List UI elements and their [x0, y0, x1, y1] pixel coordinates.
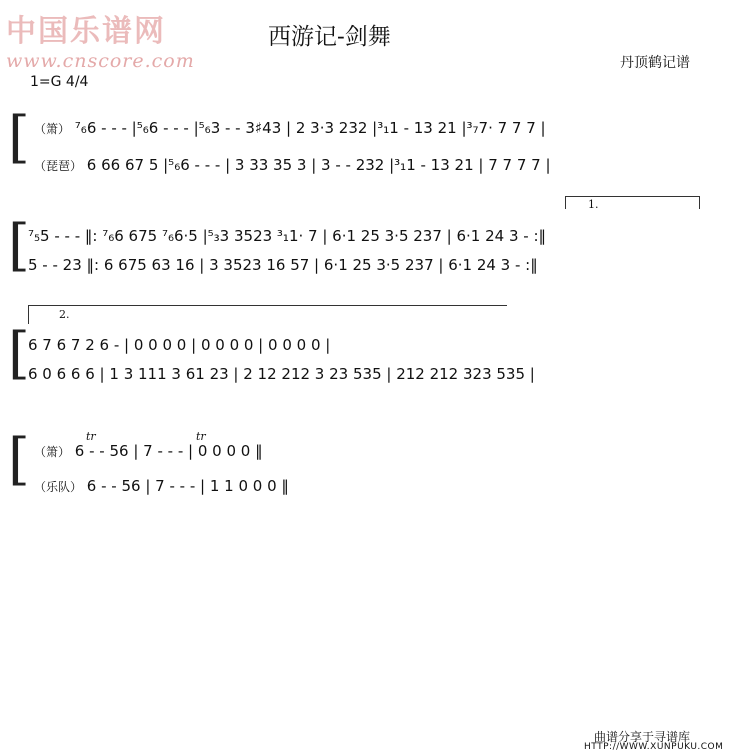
- key-time-signature: 1=G 4/4: [30, 74, 89, 90]
- footer-source-text: 曲谱分享于寻谱库: [594, 730, 691, 744]
- system-2-upper: [28, 227, 546, 245]
- score-title: 西游记-剑舞: [268, 24, 391, 50]
- system-4-lower-notes: 6 - - 56 | 7 - - - | 1 1 0 0 0 ‖: [86, 477, 289, 495]
- system-1-lower: [34, 156, 551, 174]
- watermark-site-url: www.cnscore.com: [6, 50, 195, 72]
- system-1-brace: [: [8, 105, 30, 170]
- system-1-upper: [34, 119, 546, 137]
- volta-bracket-1: [565, 196, 700, 209]
- system-3-lower: [28, 365, 535, 383]
- volta-bracket-2: [28, 305, 507, 324]
- system-4-upper-notes: 6 - - 56 | 7 - - - | 0 0 0 0 ‖: [74, 442, 263, 460]
- system-4-upper-label: （箫）: [34, 445, 71, 459]
- system-3-lower-notes: 6 0 6 6 6 | 1 3 111 3 61 23 | 2 12 212 3 23 535 | 212 212 323 535 |: [28, 365, 535, 383]
- system-4-lower: [34, 477, 289, 495]
- trill-mark-1: tr: [86, 430, 96, 443]
- system-1-lower-label: （琵琶）: [34, 159, 83, 173]
- system-3-brace: [: [8, 321, 30, 386]
- system-2-brace: [: [8, 213, 30, 278]
- volta-number-1: 1.: [588, 198, 599, 211]
- system-3-upper: [28, 336, 330, 354]
- score-author: 丹顶鹤记谱: [620, 55, 690, 71]
- system-2-lower-notes: 5 - - 23 ‖: 6 675 63 16 | 3 3523 16 57 | 6·1 25 3·5 237 | 6·1 24 3 - :‖: [28, 256, 538, 274]
- system-2-lower: [28, 256, 538, 274]
- watermark-site-name: 中国乐谱网: [6, 14, 166, 49]
- volta-number-2: 2.: [59, 308, 70, 321]
- system-1-upper-notes: ⁷₆6 - - - |⁵₆6 - - - |⁵₆3 - - 3♯43 | 2 3·3 232 |³₁1 - 13 21 |³₇7· 7 7 7 |: [74, 119, 546, 137]
- system-3-upper-notes: 6 7 6 7 2 6 - | 0 0 0 0 | 0 0 0 0 | 0 0 0 0 |: [28, 336, 331, 354]
- footer-source-url: HTTP://WWW.XUNPUKU.COM: [584, 742, 724, 752]
- system-4-upper: [34, 442, 263, 460]
- trill-mark-2: tr: [196, 430, 206, 443]
- system-1-lower-notes: 6 66 67 5 |⁵₆6 - - - | 3 33 35 3 | 3 - - 232 |³₁1 - 13 21 | 7 7 7 7 |: [86, 156, 551, 174]
- system-4-brace: [: [8, 427, 30, 492]
- system-2-upper-notes: ⁷₅5 - - - ‖: ⁷₆6 675 ⁷₆6·5 |⁵₃3 3523 ³₁1· 7 | 6·1 25 3·5 237 | 6·1 24 3 - :‖: [28, 227, 547, 245]
- system-4-lower-label: （乐队）: [34, 480, 83, 494]
- system-1-upper-label: （箫）: [34, 122, 71, 136]
